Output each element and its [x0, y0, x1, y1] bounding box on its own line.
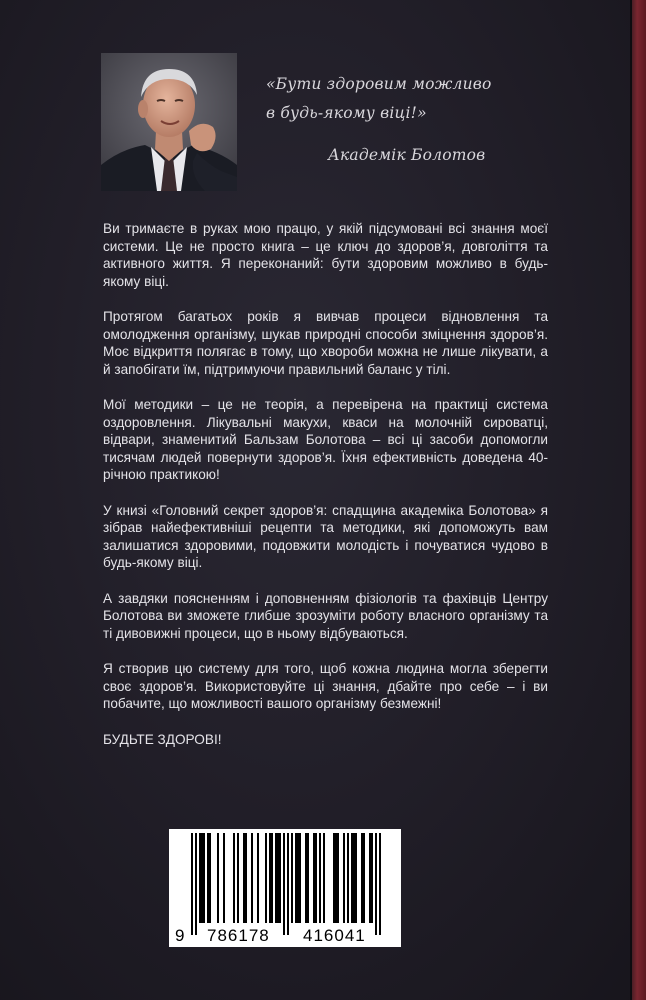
barcode-bar	[313, 833, 315, 923]
barcode-bar	[369, 833, 371, 923]
barcode-bar	[299, 833, 301, 923]
barcode-bar	[269, 833, 271, 923]
barcode-bar	[323, 833, 325, 923]
blurb-paragraph: Я створив цю систему для того, щоб кожна людина могла зберегти своє здоров’я. Використовуйте ці знання, дбайте про себе – і ви побачите, що можливості вашого організму безмежні!	[103, 661, 548, 711]
barcode-bar	[337, 833, 339, 923]
barcode-bar	[291, 833, 293, 923]
barcode-bar	[375, 833, 377, 935]
barcode-bar	[265, 833, 267, 923]
barcode-bar	[271, 833, 273, 923]
barcode-bar	[355, 833, 357, 923]
barcode-bar	[363, 833, 365, 923]
quote-line-1: «Бути здоровим можливо	[266, 75, 492, 93]
barcode-bar	[199, 833, 201, 923]
isbn-number	[169, 926, 401, 946]
barcode-bar	[343, 833, 345, 923]
barcode-bar	[297, 833, 299, 923]
barcode-bar	[287, 833, 289, 935]
barcode-bar	[351, 833, 353, 923]
barcode-bar	[277, 833, 279, 923]
barcode-bar	[203, 833, 205, 923]
barcode-bar	[319, 833, 321, 923]
isbn-left-group: 786178	[207, 926, 270, 945]
barcode-bar	[237, 833, 239, 923]
barcode-bar	[233, 833, 235, 923]
barcode-bar	[207, 833, 209, 923]
barcode-bar	[307, 833, 309, 923]
barcode-bar	[195, 833, 197, 935]
isbn-barcode	[169, 829, 401, 947]
barcode-bar	[257, 833, 259, 923]
barcode-bar	[333, 833, 335, 923]
blurb-paragraph: А завдяки поясненням і доповненням фізіологів та фахівців Центру Болотова ви зможете глибше зрозуміти роботу власного організму та ті дивовижні процеси, що в ньому відбуваються.	[103, 590, 548, 641]
barcode-bar	[335, 833, 337, 923]
barcode-bar	[379, 833, 381, 935]
barcode-bar	[361, 833, 363, 923]
author-quote	[266, 70, 586, 170]
barcode-bar	[295, 833, 297, 923]
barcode-bar	[223, 833, 225, 923]
blurb-paragraph: Мої методики – це не теорія, а перевірена на практиці система оздоровлення. Лікувальні макухи, кваси на молочній сироватці, відвари, знаменитий Бальзам Болотова – всі ці засоби допомогли тисячам людей повернути здоров’я. Їхня ефективність доведена 40-річною практикою!	[103, 397, 548, 482]
barcode-bar	[191, 833, 193, 935]
quote-author: Академік Болотов	[328, 146, 486, 164]
barcode-bar	[275, 833, 277, 923]
barcode-bar	[305, 833, 307, 923]
barcode-bar	[245, 833, 247, 923]
barcode-bar	[243, 833, 245, 923]
barcode-bar	[371, 833, 373, 923]
barcode-bar	[353, 833, 355, 923]
barcode-bar	[279, 833, 281, 923]
barcode-bar	[209, 833, 211, 923]
blurb-text	[103, 220, 548, 766]
portrait-image	[101, 53, 237, 191]
blurb-paragraph: У книзі «Головний секрет здоров’я: спадщина академіка Болотова» я зібрав найефективніші рецепти та методики, які допоможуть вам залишатися здоровими, подовжити молодість і почуватися чудово в будь-якому віці.	[103, 502, 548, 570]
blurb-paragraph: Протягом багатьох років я вивчав процеси відновлення та омолодження організму, шукав природні способи зміцнення здоров’я. Моє відкриття полягає в тому, що хвороби можна не лише лікувати, а й запобігати їм, підтримуючи правильний баланс у тілі.	[103, 309, 548, 377]
barcode-bar	[315, 833, 317, 923]
blurb-paragraph: Ви тримаєте в руках мою працю, у якій підсумовані всі знання моєї системи. Це не просто книга – це ключ до здоров’я, довголіття та активного життя. Я переконаний: бути здоровим можливо в будь-якому віці.	[103, 221, 548, 289]
isbn-first-digit: 9	[175, 926, 186, 945]
quote-line-2: в будь-якому віці!»	[266, 104, 427, 122]
isbn-right-group: 416041	[303, 926, 366, 945]
barcode-bar	[347, 833, 349, 923]
spine-edge	[630, 0, 646, 1000]
barcode-bar	[283, 833, 285, 935]
closing-slogan: БУДЬТЕ ЗДОРОВІ!	[103, 731, 222, 747]
author-portrait	[101, 53, 237, 191]
barcode-bar	[201, 833, 203, 923]
barcode-bar	[217, 833, 219, 923]
barcode-bar	[251, 833, 253, 923]
